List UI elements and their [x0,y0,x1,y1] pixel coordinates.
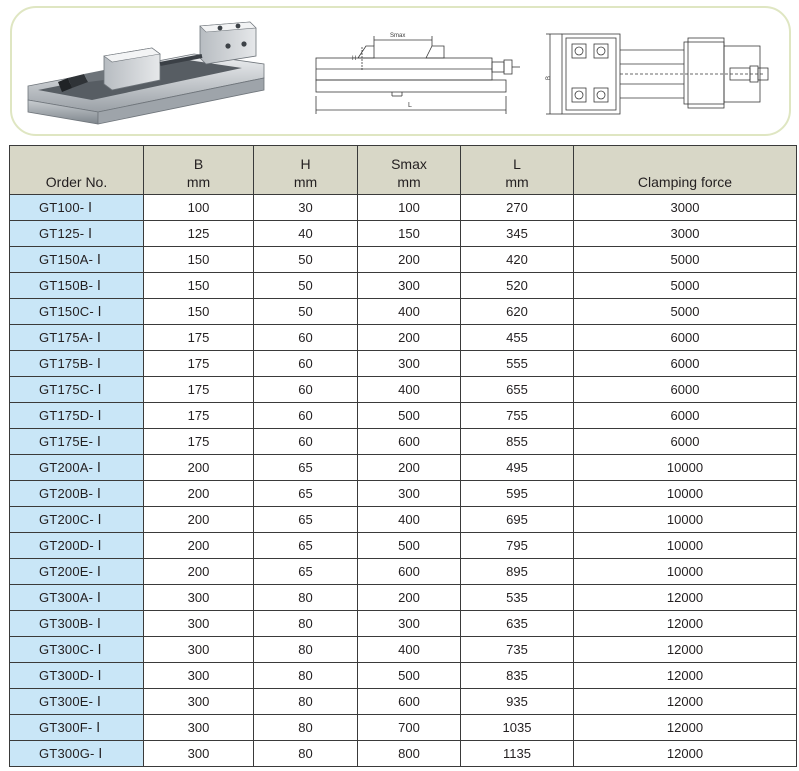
h-cell: 65 [254,559,358,585]
smax-cell: 200 [358,325,461,351]
h-cell: 80 [254,585,358,611]
b-cell: 300 [144,689,254,715]
order-no-cell: GT200B- Ⅰ [10,481,144,507]
smax-cell: 300 [358,273,461,299]
smax-dimension-label: Smax [390,33,406,39]
clamping-force-cell: 12000 [574,715,797,741]
clamping-force-cell: 12000 [574,637,797,663]
clamping-force-cell: 6000 [574,377,797,403]
l-cell: 345 [461,221,574,247]
table-row [10,351,797,377]
smax-cell: 500 [358,403,461,429]
h-cell: 60 [254,325,358,351]
l-cell: 795 [461,533,574,559]
smax-cell: 400 [358,377,461,403]
b-cell: 150 [144,247,254,273]
smax-cell: 700 [358,715,461,741]
clamping-force-cell: 12000 [574,585,797,611]
b-cell: 175 [144,325,254,351]
clamping-force-cell: 6000 [574,403,797,429]
b-cell: 200 [144,455,254,481]
clamping-force-cell: 10000 [574,559,797,585]
smax-cell: 500 [358,663,461,689]
order-no-cell: GT150C- Ⅰ [10,299,144,325]
h-cell: 65 [254,507,358,533]
clamping-force-cell: 3000 [574,195,797,221]
l-cell: 855 [461,429,574,455]
table-row [10,247,797,273]
l-dimension-label: L [408,102,412,109]
table-row [10,377,797,403]
clamping-force-cell: 12000 [574,741,797,767]
smax-cell: 200 [358,585,461,611]
b-cell: 175 [144,403,254,429]
l-cell: 455 [461,325,574,351]
order-no-cell: GT200A- Ⅰ [10,455,144,481]
order-no-cell: GT150B- Ⅰ [10,273,144,299]
l-cell: 735 [461,637,574,663]
table-body [10,195,797,767]
l-cell: 555 [461,351,574,377]
b-cell: 300 [144,611,254,637]
table-row [10,611,797,637]
order-no-cell: GT200E- Ⅰ [10,559,144,585]
order-no-cell: GT300A- Ⅰ [10,585,144,611]
l-cell: 420 [461,247,574,273]
smax-cell: 600 [358,429,461,455]
table-row [10,325,797,351]
clamping-force-cell: 12000 [574,689,797,715]
h-cell: 65 [254,481,358,507]
smax-cell: 200 [358,455,461,481]
table-row [10,663,797,689]
h-cell: 60 [254,403,358,429]
specification-table [9,145,797,767]
table-row [10,637,797,663]
h-cell: 80 [254,689,358,715]
order-no-cell: GT300C- Ⅰ [10,637,144,663]
b-cell: 200 [144,481,254,507]
order-no-cell: GT300B- Ⅰ [10,611,144,637]
table-row [10,715,797,741]
order-no-cell: GT175C- Ⅰ [10,377,144,403]
table-row [10,533,797,559]
order-no-cell: GT150A- Ⅰ [10,247,144,273]
h-cell: 65 [254,455,358,481]
clamping-force-cell: 12000 [574,663,797,689]
header-clamping-force: Clamping force [574,146,797,195]
table-row [10,273,797,299]
clamping-force-cell: 3000 [574,221,797,247]
l-cell: 695 [461,507,574,533]
clamping-force-cell: 10000 [574,507,797,533]
order-no-cell: GT175B- Ⅰ [10,351,144,377]
clamping-force-cell: 5000 [574,299,797,325]
table-row [10,455,797,481]
order-no-cell: GT175D- Ⅰ [10,403,144,429]
table-row [10,299,797,325]
order-no-cell: GT300F- Ⅰ [10,715,144,741]
table-row [10,403,797,429]
clamping-force-cell: 5000 [574,273,797,299]
order-no-cell: GT175A- Ⅰ [10,325,144,351]
smax-cell: 300 [358,481,461,507]
smax-cell: 800 [358,741,461,767]
h-cell: 50 [254,273,358,299]
clamping-force-cell: 6000 [574,429,797,455]
order-no-cell: GT300D- Ⅰ [10,663,144,689]
h-cell: 50 [254,247,358,273]
header-b: B mm [144,146,254,195]
order-no-cell: GT300G- Ⅰ [10,741,144,767]
side-view-drawing [302,26,530,124]
clamping-force-cell: 12000 [574,611,797,637]
table-row [10,195,797,221]
product-header-panel [10,6,791,136]
clamping-force-cell: 10000 [574,455,797,481]
order-no-cell: GT125- Ⅰ [10,221,144,247]
table-row [10,741,797,767]
b-cell: 300 [144,741,254,767]
clamping-force-cell: 6000 [574,351,797,377]
clamping-force-cell: 10000 [574,481,797,507]
h-dimension-label: H [352,56,357,62]
l-cell: 270 [461,195,574,221]
l-cell: 1135 [461,741,574,767]
b-dimension-label: B [546,75,552,80]
top-view-drawing [544,28,780,120]
table-row [10,221,797,247]
b-cell: 200 [144,559,254,585]
smax-cell: 400 [358,507,461,533]
header-l: L mm [461,146,574,195]
b-cell: 200 [144,533,254,559]
smax-cell: 600 [358,689,461,715]
l-cell: 1035 [461,715,574,741]
h-cell: 50 [254,299,358,325]
header-h: H mm [254,146,358,195]
h-cell: 80 [254,637,358,663]
b-cell: 150 [144,273,254,299]
b-cell: 200 [144,507,254,533]
order-no-cell: GT100- Ⅰ [10,195,144,221]
clamping-force-cell: 6000 [574,325,797,351]
b-cell: 175 [144,377,254,403]
l-cell: 935 [461,689,574,715]
smax-cell: 400 [358,299,461,325]
h-cell: 60 [254,429,358,455]
smax-cell: 100 [358,195,461,221]
table-header-row [10,146,797,195]
b-cell: 300 [144,715,254,741]
table-row [10,559,797,585]
smax-cell: 300 [358,351,461,377]
h-cell: 60 [254,351,358,377]
header-smax: Smax mm [358,146,461,195]
b-cell: 175 [144,351,254,377]
l-cell: 835 [461,663,574,689]
smax-cell: 400 [358,637,461,663]
l-cell: 635 [461,611,574,637]
l-cell: 595 [461,481,574,507]
b-cell: 100 [144,195,254,221]
table-row [10,507,797,533]
h-cell: 80 [254,611,358,637]
h-cell: 80 [254,741,358,767]
table-row [10,585,797,611]
header-order-no: Order No. [10,146,144,195]
l-cell: 655 [461,377,574,403]
b-cell: 125 [144,221,254,247]
h-cell: 80 [254,715,358,741]
h-cell: 65 [254,533,358,559]
clamping-force-cell: 5000 [574,247,797,273]
smax-cell: 150 [358,221,461,247]
order-no-cell: GT175E- Ⅰ [10,429,144,455]
h-cell: 30 [254,195,358,221]
order-no-cell: GT200C- Ⅰ [10,507,144,533]
h-cell: 80 [254,663,358,689]
order-no-cell: GT200D- Ⅰ [10,533,144,559]
b-cell: 175 [144,429,254,455]
l-cell: 535 [461,585,574,611]
vise-product-image [24,16,266,131]
l-cell: 520 [461,273,574,299]
smax-cell: 600 [358,559,461,585]
order-no-cell: GT300E- Ⅰ [10,689,144,715]
table-row [10,429,797,455]
table-row [10,481,797,507]
l-cell: 895 [461,559,574,585]
l-cell: 495 [461,455,574,481]
b-cell: 150 [144,299,254,325]
l-cell: 755 [461,403,574,429]
b-cell: 300 [144,663,254,689]
h-cell: 60 [254,377,358,403]
l-cell: 620 [461,299,574,325]
b-cell: 300 [144,637,254,663]
smax-cell: 200 [358,247,461,273]
smax-cell: 500 [358,533,461,559]
table-row [10,689,797,715]
clamping-force-cell: 10000 [574,533,797,559]
h-cell: 40 [254,221,358,247]
b-cell: 300 [144,585,254,611]
smax-cell: 300 [358,611,461,637]
